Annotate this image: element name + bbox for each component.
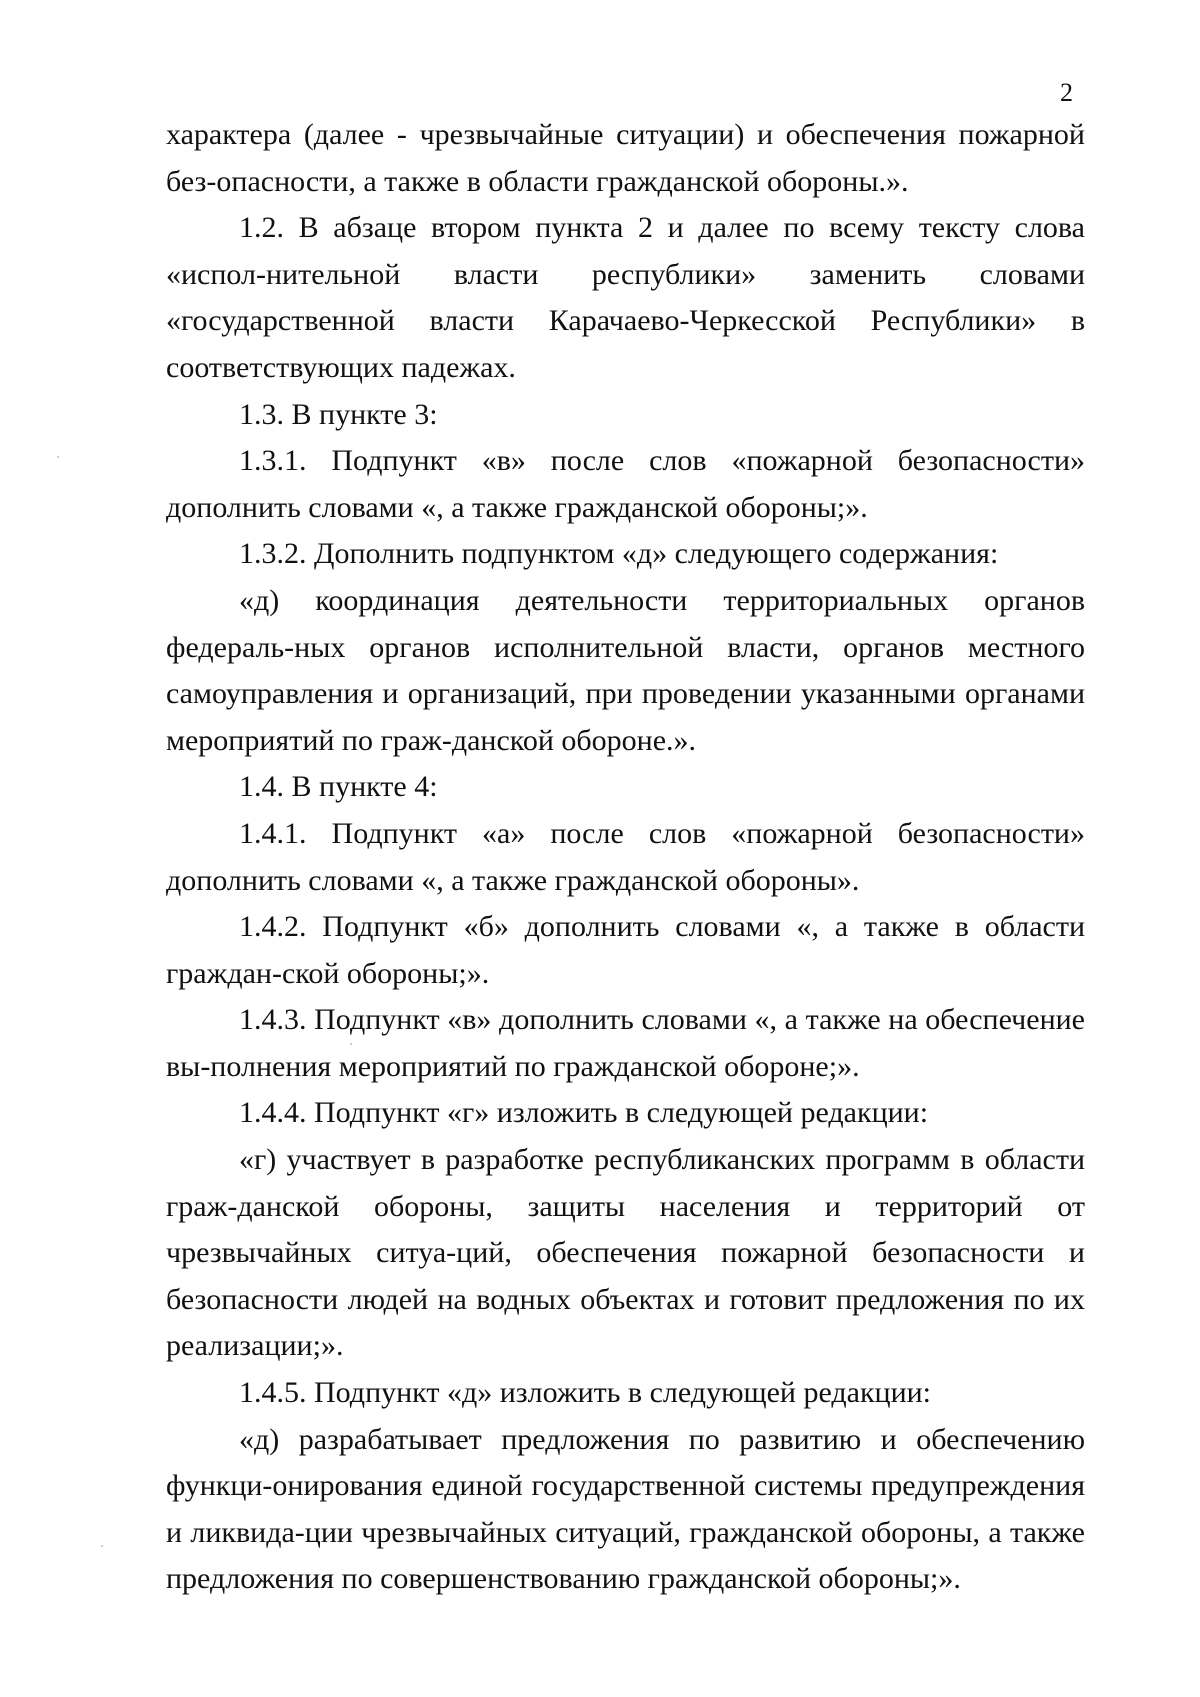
paragraph-1-2: 1.2. В абзаце втором пункта 2 и далее по всему тексту слова «испол-нительной власти республики» заменить словами «государственной власти Карачаево-Черкесской Республики» в соответствующих падежах. <box>166 211 1085 384</box>
scan-speck <box>57 456 59 458</box>
document-body <box>166 112 1085 1603</box>
page-number: 2 <box>1060 78 1073 107</box>
paragraph-1-4-5: 1.4.5. Подпункт «д» изложить в следующей редакции: <box>239 1376 932 1410</box>
paragraph-continuation: характера (далее - чрезвычайные ситуации) и обеспечения пожарной без-опасности, а также в области гражданской обороны.». <box>166 118 1085 198</box>
paragraph-1-4-2: 1.4.2. Подпункт «б» дополнить словами «, а также в области граждан-ской обороны;». <box>166 910 1085 990</box>
scan-speck <box>101 1545 103 1547</box>
paragraph-quote-g-programs: «г) участвует в разработке республиканских программ в области граж-данской обороны, защиты населения и территорий от чрезвычайных ситуа-ций, обеспечения пожарной безопасности и безопасности людей на водных объектах и готовит предложения по их реализации;». <box>166 1143 1085 1363</box>
paragraph-1-3-1: 1.3.1. Подпункт «в» после слов «пожарной безопасности» дополнить словами «, а также гражданской обороны;». <box>166 444 1085 524</box>
paragraph-1-3-2: 1.3.2. Дополнить подпунктом «д» следующего содержания: <box>239 537 999 571</box>
paragraph-quote-d-coordination: «д) координация деятельности территориальных органов федераль-ных органов исполнительной власти, органов местного самоуправления и организаций, при проведении указанными органами мероприятий по граж-данской обороне.». <box>166 583 1085 757</box>
scan-speck <box>350 1043 352 1045</box>
paragraph-1-3: 1.3. В пункте 3: <box>239 397 438 431</box>
paragraph-quote-d-proposals: «д) разрабатывает предложения по развитию и обеспечению функци-онирования единой государственной системы предупреждения и ликвида-ции чрезвычайных ситуаций, гражданской обороны, а также предложения по совершенствованию гражданской обороны;». <box>166 1422 1085 1596</box>
paragraph-1-4-3: 1.4.3. Подпункт «в» дополнить словами «, а также на обеспечение вы-полнения мероприятий по гражданской обороне;». <box>166 1003 1085 1083</box>
paragraph-1-4-1: 1.4.1. Подпункт «а» после слов «пожарной безопасности» дополнить словами «, а также гражданской обороны». <box>166 816 1085 897</box>
paragraph-1-4-4: 1.4.4. Подпункт «г» изложить в следующей редакции: <box>239 1096 929 1130</box>
paragraph-1-4: 1.4. В пункте 4: <box>239 770 438 804</box>
